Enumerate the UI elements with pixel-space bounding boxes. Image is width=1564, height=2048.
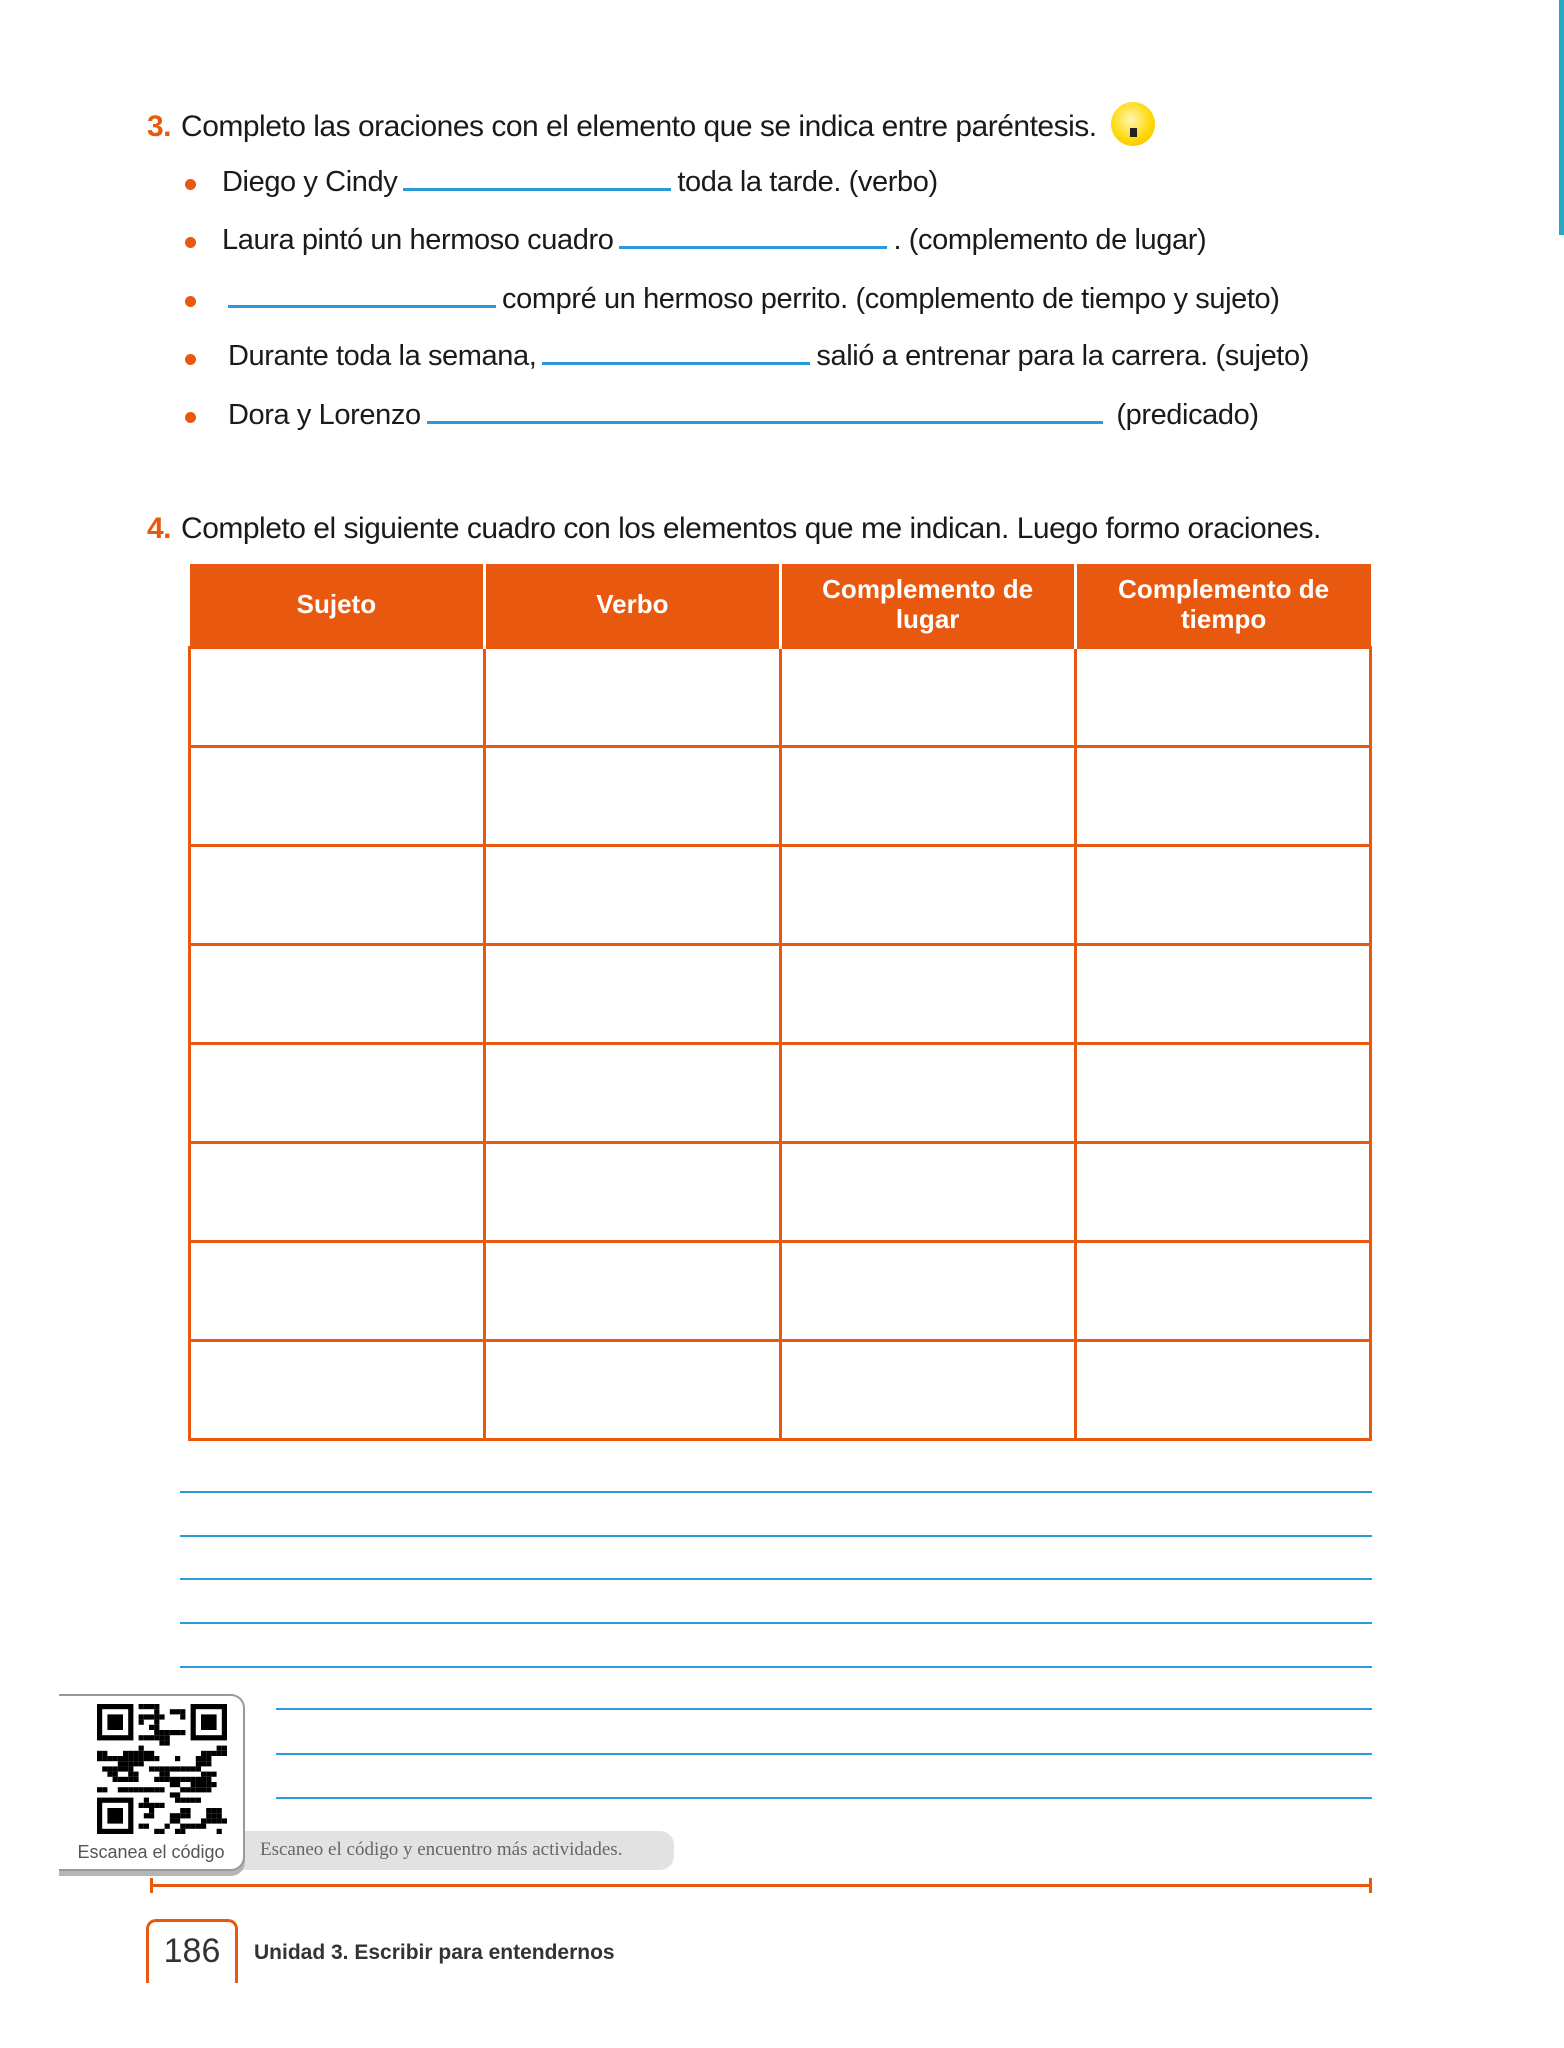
table-cell[interactable] (780, 1242, 1075, 1341)
answer-blank[interactable] (619, 222, 887, 249)
sentence-text: . (complemento de lugar) (893, 224, 1207, 256)
table-cell[interactable] (1075, 648, 1370, 747)
answer-blank[interactable] (542, 338, 810, 365)
table-cell[interactable] (485, 1143, 780, 1242)
table-cell[interactable] (485, 1044, 780, 1143)
sentence-text: toda la tarde. (verbo) (677, 166, 938, 198)
exercise-3-instruction: Completo las oraciones con el elemento que se indica entre paréntesis. (181, 109, 1097, 143)
answer-blank[interactable] (403, 164, 671, 191)
table-cell[interactable] (485, 945, 780, 1044)
column-header-complemento-tiempo: Complemento de tiempo (1075, 564, 1370, 648)
sentence-item (222, 281, 1279, 316)
table-cell[interactable] (780, 648, 1075, 747)
table-cell[interactable] (485, 747, 780, 846)
table-cell[interactable] (190, 1341, 485, 1440)
exercise-4-instruction: Completo el siguiente cuadro con los elementos que me indican. Luego formo oraciones. (181, 512, 1321, 545)
writing-line[interactable] (180, 1535, 1372, 1537)
column-header-sujeto: Sujeto (190, 564, 485, 648)
sentence-text: salió a entrenar para la carrera. (sujeto) (816, 340, 1309, 372)
table-row (190, 1044, 1371, 1143)
table-row (190, 945, 1371, 1044)
qr-caption: Escaneo el código y encuentro más actividades. (260, 1839, 623, 1860)
page-edge-tab (1559, 0, 1564, 235)
sentence-item (222, 164, 938, 199)
table-row (190, 747, 1371, 846)
qr-label: Escanea el código (77, 1842, 225, 1862)
table-cell[interactable] (485, 1242, 780, 1341)
table-cell[interactable] (1075, 1044, 1370, 1143)
sentence-text: (predicado) (1108, 399, 1259, 431)
qr-code-icon (97, 1704, 227, 1834)
table-cell[interactable] (780, 846, 1075, 945)
table-row (190, 1143, 1371, 1242)
exercise-4-number: 4. (147, 512, 172, 545)
table-row (190, 648, 1371, 747)
qr-caption-banner (230, 1831, 674, 1870)
column-header-complemento-lugar: Complemento de lugar (780, 564, 1075, 648)
table-cell[interactable] (190, 1143, 485, 1242)
table-cell[interactable] (190, 648, 485, 747)
table-cell[interactable] (780, 1044, 1075, 1143)
sentence-text: Dora y Lorenzo (228, 399, 421, 431)
sentence-text: Durante toda la semana, (228, 340, 537, 372)
column-header-verbo: Verbo (485, 564, 780, 648)
page-number: 186 (146, 1919, 238, 1983)
writing-line[interactable] (180, 1622, 1372, 1624)
table-cell[interactable] (780, 747, 1075, 846)
table-cell[interactable] (780, 1143, 1075, 1242)
table-cell[interactable] (1075, 747, 1370, 846)
exercise-3-number: 3. (147, 109, 172, 143)
writing-line[interactable] (180, 1666, 1372, 1668)
table-cell[interactable] (1075, 1143, 1370, 1242)
writing-line[interactable] (276, 1708, 1372, 1710)
table-cell[interactable] (190, 945, 485, 1044)
sentence-text: Diego y Cindy (222, 166, 398, 198)
exercise-4-title (147, 512, 1321, 546)
table-cell[interactable] (485, 648, 780, 747)
sentence-text: compré un hermoso perrito. (complemento de tiempo y sujeto) (502, 283, 1280, 315)
writing-line[interactable] (276, 1797, 1372, 1799)
table-row (190, 1341, 1371, 1440)
qr-card[interactable] (59, 1694, 245, 1871)
lightbulb-icon (1111, 102, 1155, 146)
table-cell[interactable] (1075, 945, 1370, 1044)
table-cell[interactable] (190, 1044, 485, 1143)
bullet-icon (185, 296, 196, 307)
footer-divider (150, 1884, 1372, 1887)
exercise-3-title (147, 106, 1155, 150)
table-cell[interactable] (190, 1242, 485, 1341)
sentence-item (228, 338, 1309, 373)
table-row (190, 1242, 1371, 1341)
table-cell[interactable] (190, 846, 485, 945)
unit-title: Unidad 3. Escribir para entendernos (254, 1941, 615, 1964)
bullet-icon (185, 179, 196, 190)
table-cell[interactable] (1075, 1341, 1370, 1440)
bullet-icon (185, 237, 196, 248)
answer-blank[interactable] (228, 281, 496, 308)
table-cell[interactable] (1075, 1242, 1370, 1341)
writing-line[interactable] (180, 1491, 1372, 1493)
table-cell[interactable] (190, 747, 485, 846)
table-cell[interactable] (780, 1341, 1075, 1440)
writing-line[interactable] (180, 1578, 1372, 1580)
sentence-text: Laura pintó un hermoso cuadro (222, 224, 614, 256)
bullet-icon (185, 412, 196, 423)
writing-line[interactable] (276, 1753, 1372, 1755)
elements-table (188, 564, 1372, 1441)
bullet-icon (185, 354, 196, 365)
sentence-item (222, 222, 1206, 257)
answer-blank[interactable] (427, 397, 1103, 424)
table-cell[interactable] (1075, 846, 1370, 945)
sentence-item (228, 397, 1259, 432)
table-cell[interactable] (780, 945, 1075, 1044)
table-cell[interactable] (485, 1341, 780, 1440)
table-header-row (190, 564, 1371, 648)
table-cell[interactable] (485, 846, 780, 945)
table-row (190, 846, 1371, 945)
